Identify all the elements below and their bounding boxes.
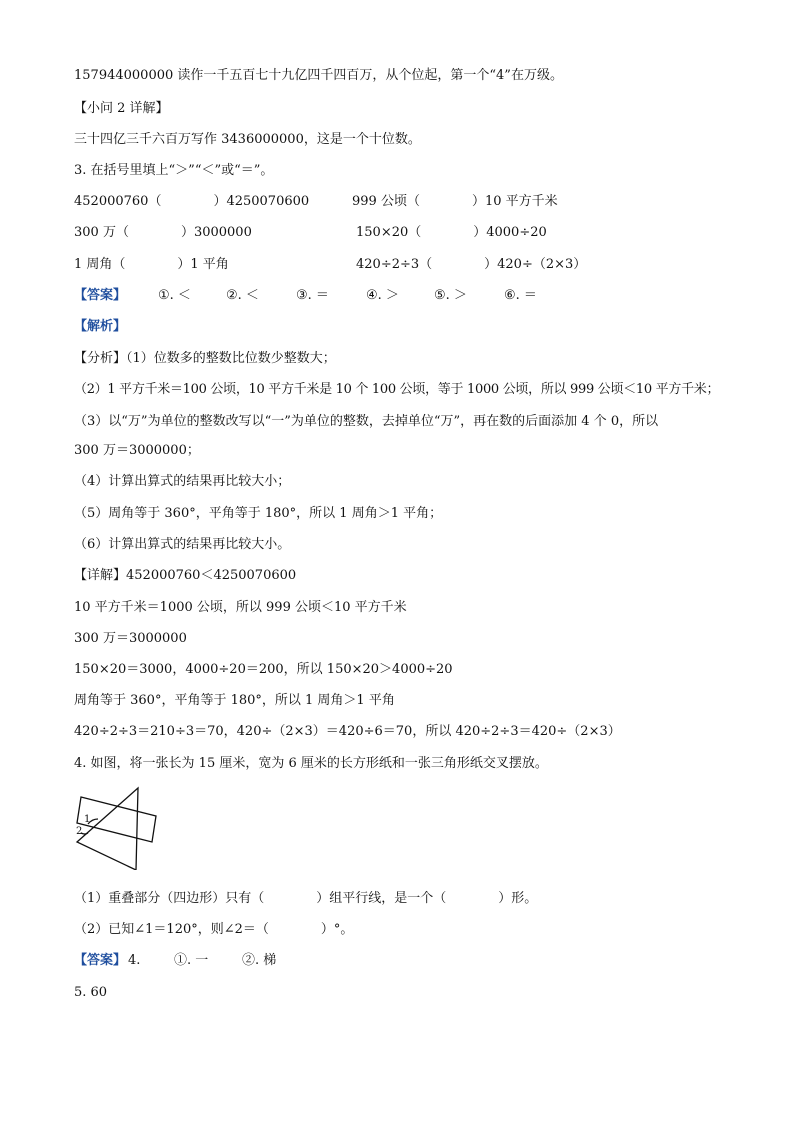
analysis-line: （6）计算出算式的结果再比较大小。	[74, 537, 291, 552]
analysis-line: （5）周角等于 360°，平角等于 180°，所以 1 周角＞1 平角；	[74, 506, 443, 521]
compare-item: 150×20（ ）4000÷20	[356, 225, 547, 240]
answer-item: 5. 60	[74, 985, 108, 1000]
answer-number: 4.	[128, 953, 141, 968]
question-3-title: 3. 在括号里填上“＞”“＜”或“＝”。	[74, 163, 274, 178]
compare-item: 300 万（ ）3000000	[74, 225, 252, 240]
text-line: 三十四亿三千六百万写作 3436000000，这是一个十位数。	[74, 132, 421, 147]
detail-tag: 【详解】	[74, 568, 127, 583]
detail-line: 10 平方千米＝1000 公顷，所以 999 公顷＜10 平方千米	[74, 600, 407, 615]
triangle-paper	[77, 788, 138, 870]
answer-item: ⑤. ＞	[434, 288, 467, 303]
geometry-figure	[74, 786, 164, 870]
answer-tag: 【答案】	[74, 288, 127, 303]
compare-item: 420÷2÷3（ ）420÷（2×3）	[356, 257, 587, 272]
answer-item: ①. ＜	[158, 288, 191, 303]
detail-line	[74, 567, 296, 585]
analysis-line: （4）计算出算式的结果再比较大小；	[74, 474, 291, 489]
compare-item: 452000760（ ）4250070600	[74, 194, 310, 209]
analysis-line: （3）以“万”为单位的整数改写以“一”为单位的整数，去掉单位“万”，再在数的后面添加 4 个 0，所以	[74, 414, 659, 429]
sub-question: （2）已知∠1＝120°，则∠2＝（ ）°。	[74, 922, 354, 937]
detail-line: 420÷2÷3＝210÷3＝70，420÷（2×3）＝420÷6＝70，所以 420÷2÷3＝420÷（2×3）	[74, 724, 621, 739]
answer-item: ③. ＝	[296, 288, 329, 303]
text-line: 157944000000 读作一千五百七十九亿四千四百万，从个位起，第一个“4”在万级。	[74, 68, 563, 83]
answer-item: ②. 梯	[242, 953, 277, 968]
angle-1-label: 1	[84, 814, 91, 825]
analysis-text: （1）位数多的整数比位数少整数大；	[126, 351, 336, 366]
answer-item: ④. ＞	[366, 288, 399, 303]
compare-item: 999 公顷（ ）10 平方千米	[352, 194, 558, 209]
answer-item: ①. 一	[174, 953, 209, 968]
sub-question-heading: 【小问 2 详解】	[74, 101, 169, 116]
analysis-subtag: 【分析】	[74, 351, 127, 366]
detail-line: 300 万＝3000000	[74, 631, 187, 646]
answer-item: ⑥. ＝	[504, 288, 537, 303]
sub-question: （1）重叠部分（四边形）只有（ ）组平行线，是一个（ ）形。	[74, 891, 538, 906]
question-4-title: 4. 如图，将一张长为 15 厘米，宽为 6 厘米的长方形纸和一张三角形纸交叉摆放。	[74, 756, 548, 771]
angle-2-label: 2	[76, 826, 83, 837]
detail-line: 150×20＝3000，4000÷20＝200，所以 150×20＞4000÷20	[74, 662, 453, 677]
analysis-line	[74, 350, 336, 368]
detail-line: 周角等于 360°，平角等于 180°，所以 1 周角＞1 平角	[74, 693, 395, 708]
analysis-line: （2）1 平方千米＝100 公顷，10 平方千米是 10 个 100 公顷，等于 1000 公顷，所以 999 公顷＜10 平方千米；	[74, 382, 720, 397]
answer-item: ②. ＜	[226, 288, 259, 303]
answer-tag: 【答案】	[74, 953, 127, 968]
analysis-tag: 【解析】	[74, 319, 127, 334]
analysis-line: 300 万＝3000000；	[74, 443, 200, 458]
compare-item: 1 周角（ ）1 平角	[74, 257, 229, 272]
detail-text: 452000760＜4250070600	[126, 568, 297, 583]
